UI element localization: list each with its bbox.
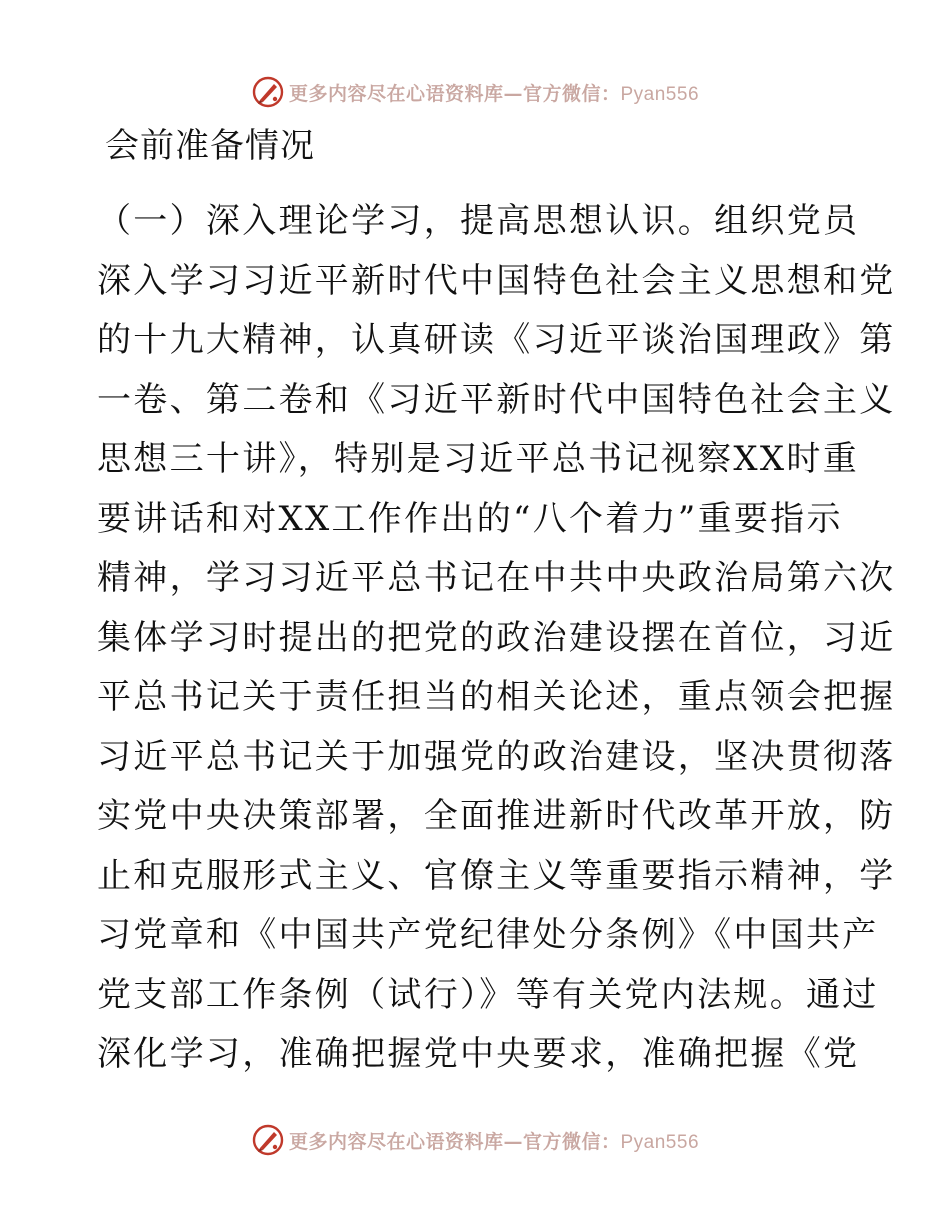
paragraph-line: 实党中央决策部署，全面推进新时代改革开放，防	[97, 796, 896, 836]
paragraph-line: 一卷、第二卷和《习近平新时代中国特色社会主义	[97, 379, 896, 420]
paragraph-line: 深入学习习近平新时代中国特色社会主义思想和党	[97, 260, 896, 301]
paragraph-line: 止和克服形式主义、官僚主义等重要指示精神，学	[97, 855, 896, 896]
watermark-header	[0, 72, 950, 112]
quill-pen-logo-icon	[251, 1123, 285, 1157]
paragraph-line: 精神，学习习近平总书记在中共中央政治局第六次	[97, 558, 896, 598]
paragraph-line: 思想三十讲》，特别是习近平总书记视察XX时重	[97, 439, 860, 479]
watermark-label: 更多内容尽在心语资料库—官方微信：	[288, 82, 621, 105]
paragraph-line: 习党章和《中国共产党纪律处分条例》《中国共产	[97, 915, 879, 955]
paragraph-line: 习近平总书记关于加强党的政治建设，坚决贯彻落	[97, 736, 896, 777]
paragraph-line: 要讲话和对XX工作作出的“八个着力”重要指示	[97, 498, 843, 539]
watermark-wechat-id: Pyan556	[620, 1131, 700, 1153]
watermark-footer	[0, 1120, 950, 1160]
paragraph-line: 深化学习，准确把握党中央要求，准确把握《党	[97, 1034, 860, 1074]
paragraph-line: 党支部工作条例（试行）》等有关党内法规。通过	[97, 974, 879, 1015]
watermark-label: 更多内容尽在心语资料库—官方微信：	[288, 1130, 621, 1153]
paragraph-line: 集体学习时提出的把党的政治建设摆在首位，习近	[97, 617, 896, 658]
watermark-wechat-id: Pyan556	[620, 83, 700, 105]
paragraph-line: 的十九大精神，认真研读《习近平谈治国理政》第	[97, 320, 896, 360]
quill-pen-logo-icon	[251, 75, 285, 109]
paragraph-line: （一）深入理论学习，提高思想认识。组织党员	[97, 201, 860, 241]
watermark-text	[289, 79, 699, 106]
watermark-text	[289, 1127, 699, 1154]
section-heading: 会前准备情况	[105, 126, 315, 166]
document-body	[97, 122, 896, 1085]
paragraph-line: 平总书记关于责任担当的相关论述，重点领会把握	[97, 677, 896, 717]
paragraph	[97, 192, 896, 1085]
